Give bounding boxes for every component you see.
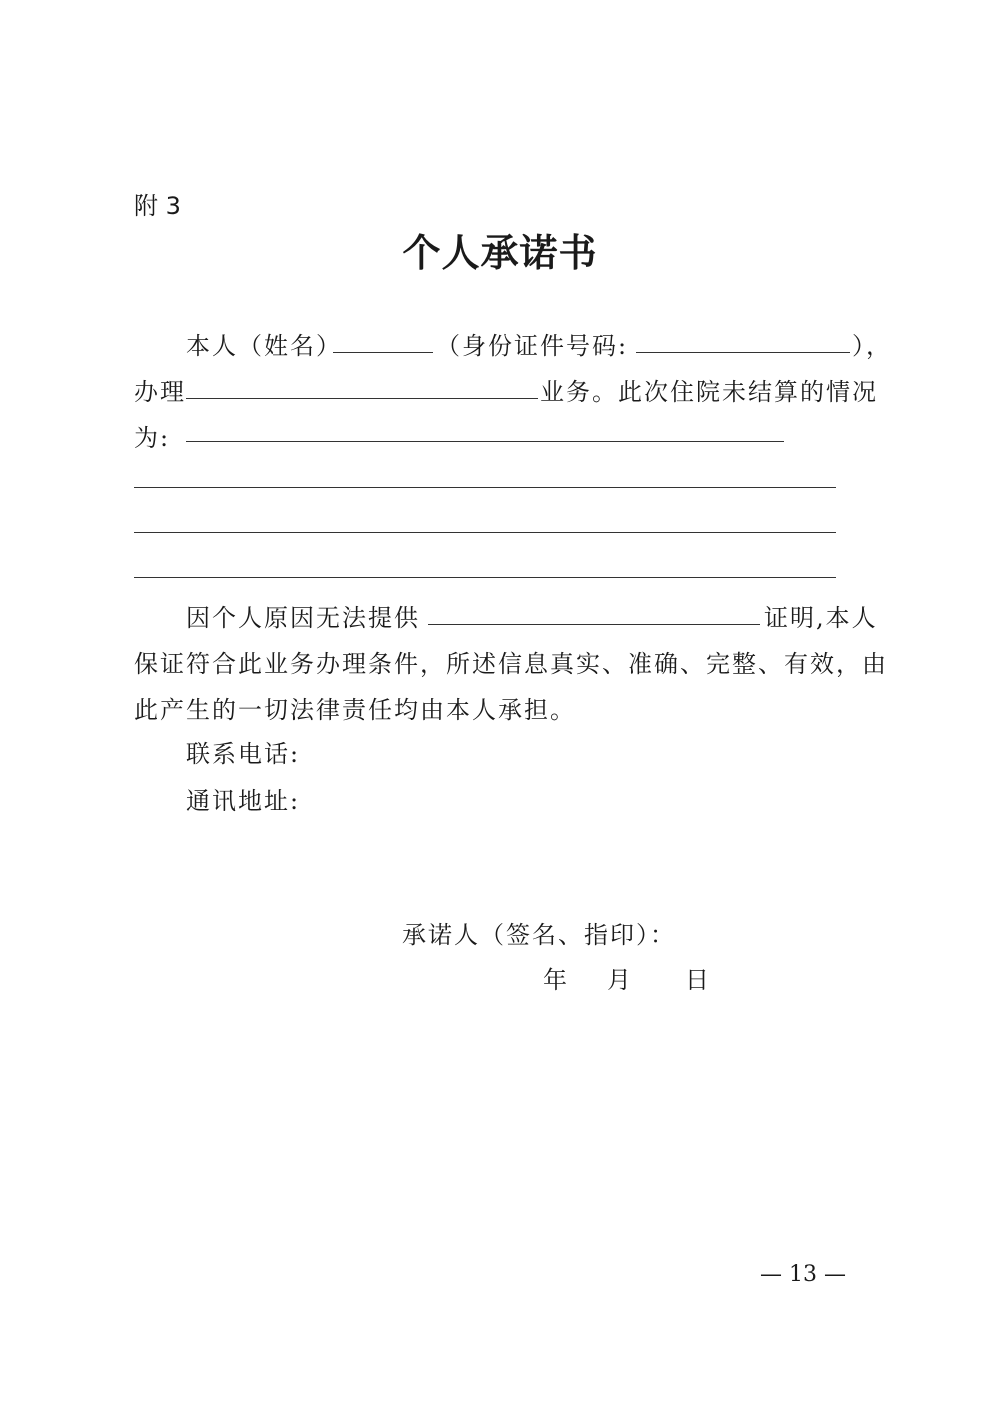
contact-address-label: 通讯地址: (186, 787, 301, 815)
contact-phone-label: 联系电话: (186, 740, 301, 768)
certificate-suffix: 证明,本人 (764, 604, 878, 632)
date-month: 月 (607, 966, 633, 994)
annex-label: 附 3 (134, 192, 181, 220)
business-field[interactable] (186, 398, 538, 399)
signature-label: 承诺人（签名、指印）： (402, 921, 676, 949)
liability-text: 此产生的一切法律责任均由本人承担。 (134, 696, 576, 724)
id-number-label: （身份证件号码: (436, 332, 629, 360)
certificate-field[interactable] (428, 624, 760, 625)
situation-label: 为: (134, 424, 171, 452)
id-close-paren: ）， (852, 332, 892, 360)
id-number-field[interactable] (636, 352, 850, 353)
situation-field-line-1[interactable] (186, 441, 784, 442)
document-title: 个人承诺书 (402, 230, 598, 275)
guarantee-text: 保证符合此业务办理条件，所述信息真实、准确、完整、有效，由 (134, 650, 888, 678)
page-number: — 13 — (760, 1262, 846, 1287)
name-field[interactable] (333, 352, 433, 353)
name-label: 本人（姓名） (186, 332, 342, 360)
business-suffix: 业务。此次住院未结算的情况 (540, 378, 878, 406)
situation-field-line-4[interactable] (134, 577, 836, 578)
date-day: 日 (685, 966, 711, 994)
situation-field-line-3[interactable] (134, 532, 836, 533)
handle-label: 办理 (134, 378, 186, 406)
unable-provide-label: 因个人原因无法提供 (186, 604, 420, 632)
situation-field-line-2[interactable] (134, 487, 836, 488)
date-year: 年 (543, 966, 569, 994)
